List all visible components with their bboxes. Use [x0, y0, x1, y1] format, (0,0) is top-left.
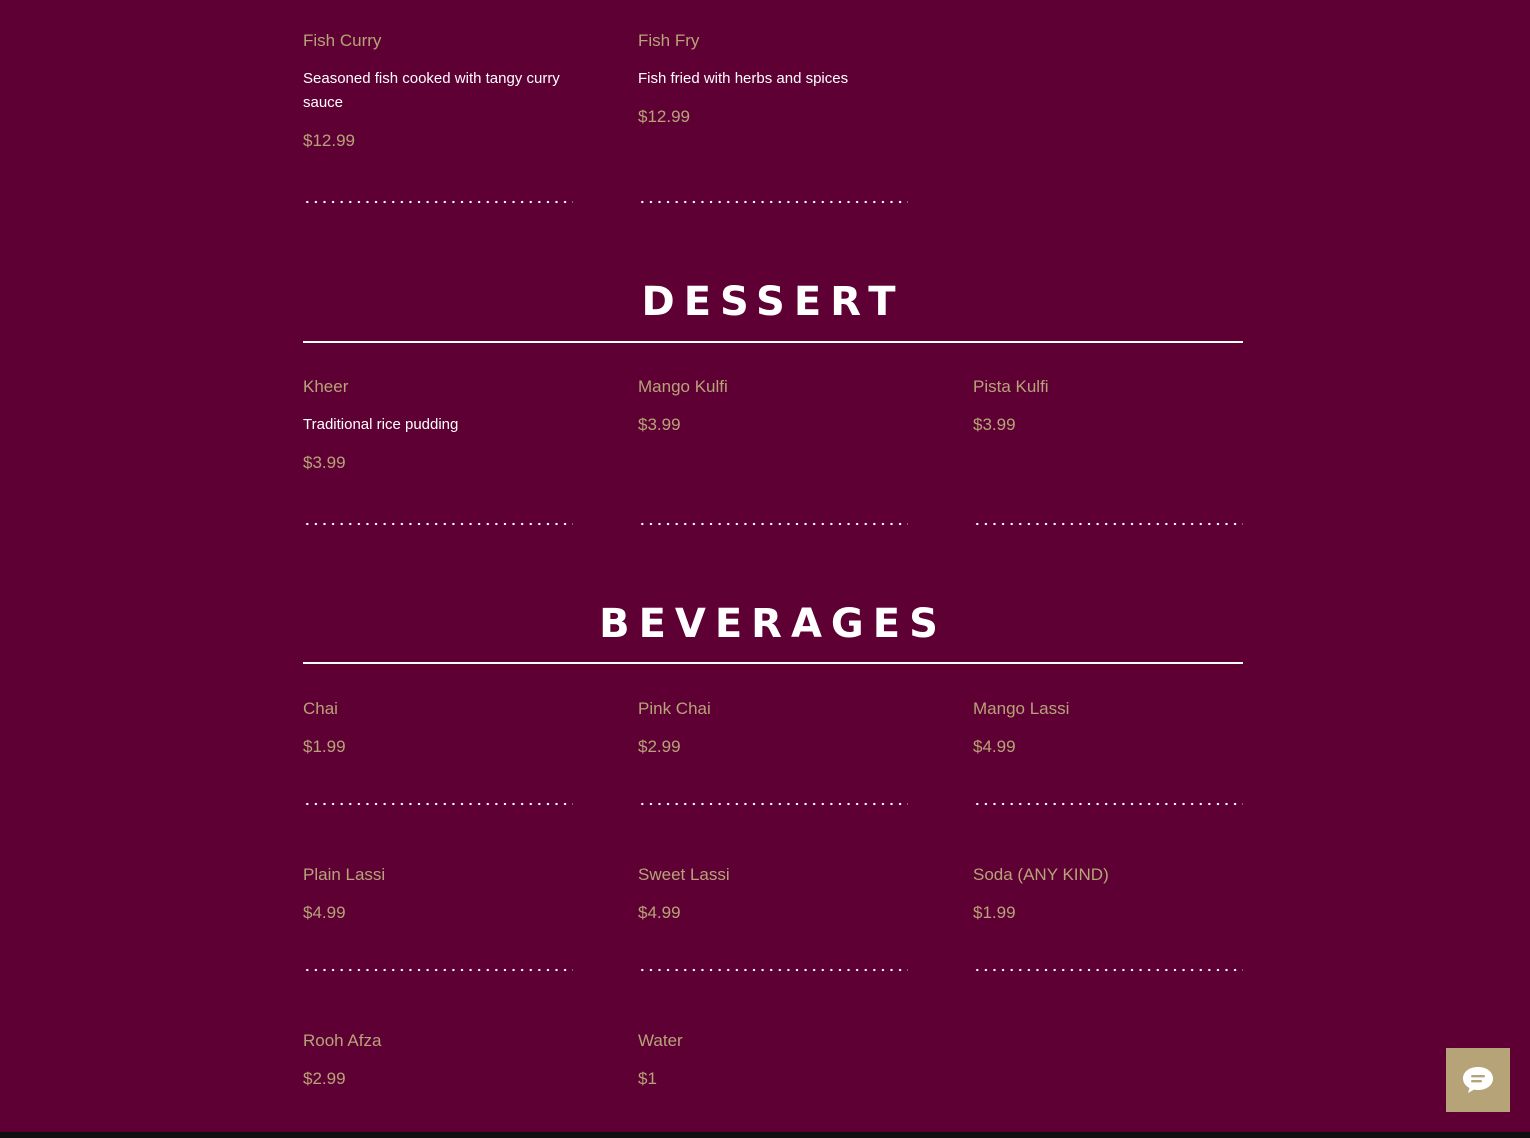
item-name: Plain Lassi [303, 865, 386, 884]
item-name: Pink Chai [638, 699, 711, 718]
menu-item-fish-curry [303, 31, 573, 151]
menu-item-fish-fry [638, 31, 908, 127]
dotted-divider [973, 802, 1243, 806]
item-price: $1.99 [303, 737, 346, 756]
menu-item-mango-kulfi [638, 377, 908, 435]
item-description: Seasoned fish cooked with tangy curry sauce [303, 70, 560, 111]
item-price: $2.99 [638, 737, 681, 756]
item-name: Mango Kulfi [638, 377, 728, 396]
item-price: $3.99 [303, 453, 346, 472]
section-title-beverages: BEVERAGES [599, 601, 947, 647]
dotted-divider [973, 522, 1243, 526]
item-price: $12.99 [303, 131, 355, 150]
menu-item-water [638, 1031, 908, 1089]
menu-item-soda [973, 865, 1243, 923]
menu-item-pink-chai [638, 699, 908, 757]
item-name: Chai [303, 699, 338, 718]
item-price: $1.99 [973, 903, 1016, 922]
item-price: $4.99 [303, 903, 346, 922]
item-price: $4.99 [973, 737, 1016, 756]
item-price: $2.99 [303, 1069, 346, 1088]
item-name: Fish Curry [303, 31, 382, 50]
bottom-edge-bar [0, 1132, 1530, 1138]
chat-button[interactable] [1446, 1048, 1510, 1112]
item-name: Kheer [303, 377, 349, 396]
section-divider [303, 341, 1243, 343]
menu-item-rooh-afza [303, 1031, 573, 1089]
item-name: Mango Lassi [973, 699, 1070, 718]
menu-item-kheer [303, 377, 573, 473]
item-price: $4.99 [638, 903, 681, 922]
item-name: Rooh Afza [303, 1031, 382, 1050]
item-description: Fish fried with herbs and spices [638, 70, 849, 87]
item-price: $3.99 [973, 415, 1016, 434]
item-name: Soda (ANY KIND) [973, 865, 1109, 884]
chat-bubble-icon [1461, 1065, 1495, 1095]
item-name: Pista Kulfi [973, 377, 1049, 396]
dotted-divider [638, 522, 908, 526]
dotted-divider [638, 802, 908, 806]
menu-item-mango-lassi [973, 699, 1243, 757]
menu-item-pista-kulfi [973, 377, 1243, 435]
item-name: Sweet Lassi [638, 865, 730, 884]
item-price: $1 [638, 1069, 657, 1088]
item-name: Water [638, 1031, 683, 1050]
menu-item-chai [303, 699, 573, 757]
section-title-dessert: DESSERT [641, 279, 905, 325]
item-description: Traditional rice pudding [303, 416, 459, 433]
dotted-divider [303, 802, 573, 806]
dotted-divider [303, 522, 573, 526]
menu-item-sweet-lassi [638, 865, 908, 923]
dotted-divider [303, 200, 573, 204]
dotted-divider [303, 968, 573, 972]
section-divider [303, 662, 1243, 664]
dotted-divider [973, 968, 1243, 972]
dotted-divider [638, 200, 908, 204]
item-name: Fish Fry [638, 31, 700, 50]
dotted-divider [638, 968, 908, 972]
item-price: $3.99 [638, 415, 681, 434]
menu-item-plain-lassi [303, 865, 573, 923]
item-price: $12.99 [638, 107, 690, 126]
